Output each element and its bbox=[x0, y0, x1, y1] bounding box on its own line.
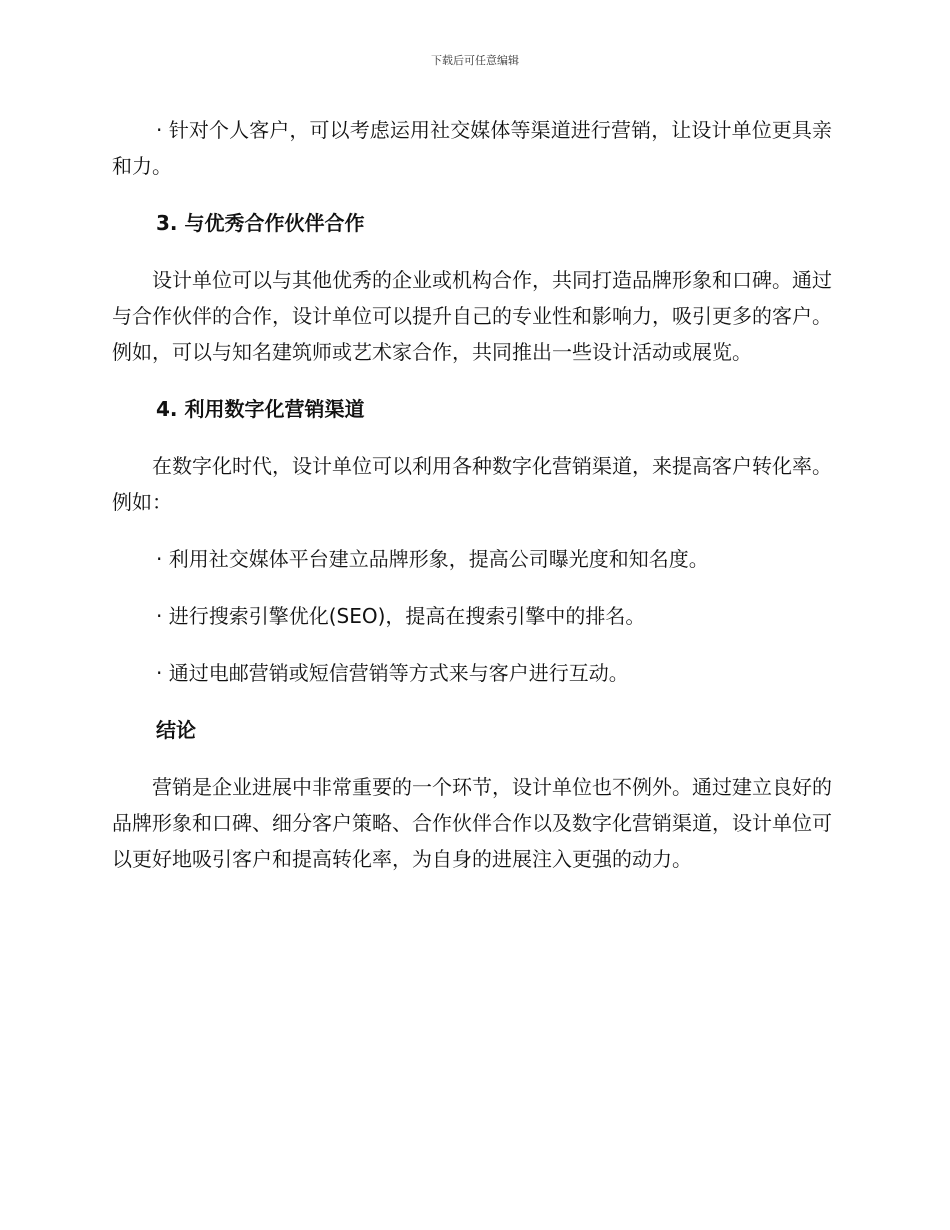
page-header: 下载后可任意编辑 bbox=[431, 54, 519, 67]
paragraph-partners: 设计单位可以与其他优秀的企业或机构合作，共同打造品牌形象和口碑。通过与合作伙伴的合作，设计单位可以提升自己的专业性和影响力，吸引更多的客户。例如，可以与知名建筑师或艺术家合作，共同推出一些设计活动或展览。 bbox=[112, 268, 832, 364]
section-heading-4: 4. 利用数字化营销渠道 bbox=[156, 397, 365, 421]
section-heading-3: 3. 与优秀合作伙伴合作 bbox=[156, 211, 365, 235]
paragraph-digital-intro: 在数字化时代，设计单位可以利用各种数字化营销渠道，来提高客户转化率。例如： bbox=[112, 454, 832, 514]
paragraph-conclusion: 营销是企业进展中非常重要的一个环节，设计单位也不例外。通过建立良好的品牌形象和口碑、细分客户策略、合作伙伴合作以及数字化营销渠道，设计单位可以更好地吸引客户和提高转化率，为自身的进展注入更强的动力。 bbox=[112, 775, 832, 871]
bullet-personal-clients: · 针对个人客户，可以考虑运用社交媒体等渠道进行营销，让设计单位更具亲和力。 bbox=[112, 118, 832, 178]
conclusion-heading: 结论 bbox=[156, 718, 196, 742]
bullet-email-sms: · 通过电邮营销或短信营销等方式来与客户进行互动。 bbox=[156, 661, 629, 685]
bullet-seo: · 进行搜索引擎优化(SEO)，提高在搜索引擎中的排名。 bbox=[156, 604, 646, 628]
document-body bbox=[112, 112, 832, 877]
bullet-social-media: · 利用社交媒体平台建立品牌形象，提高公司曝光度和知名度。 bbox=[156, 547, 709, 571]
